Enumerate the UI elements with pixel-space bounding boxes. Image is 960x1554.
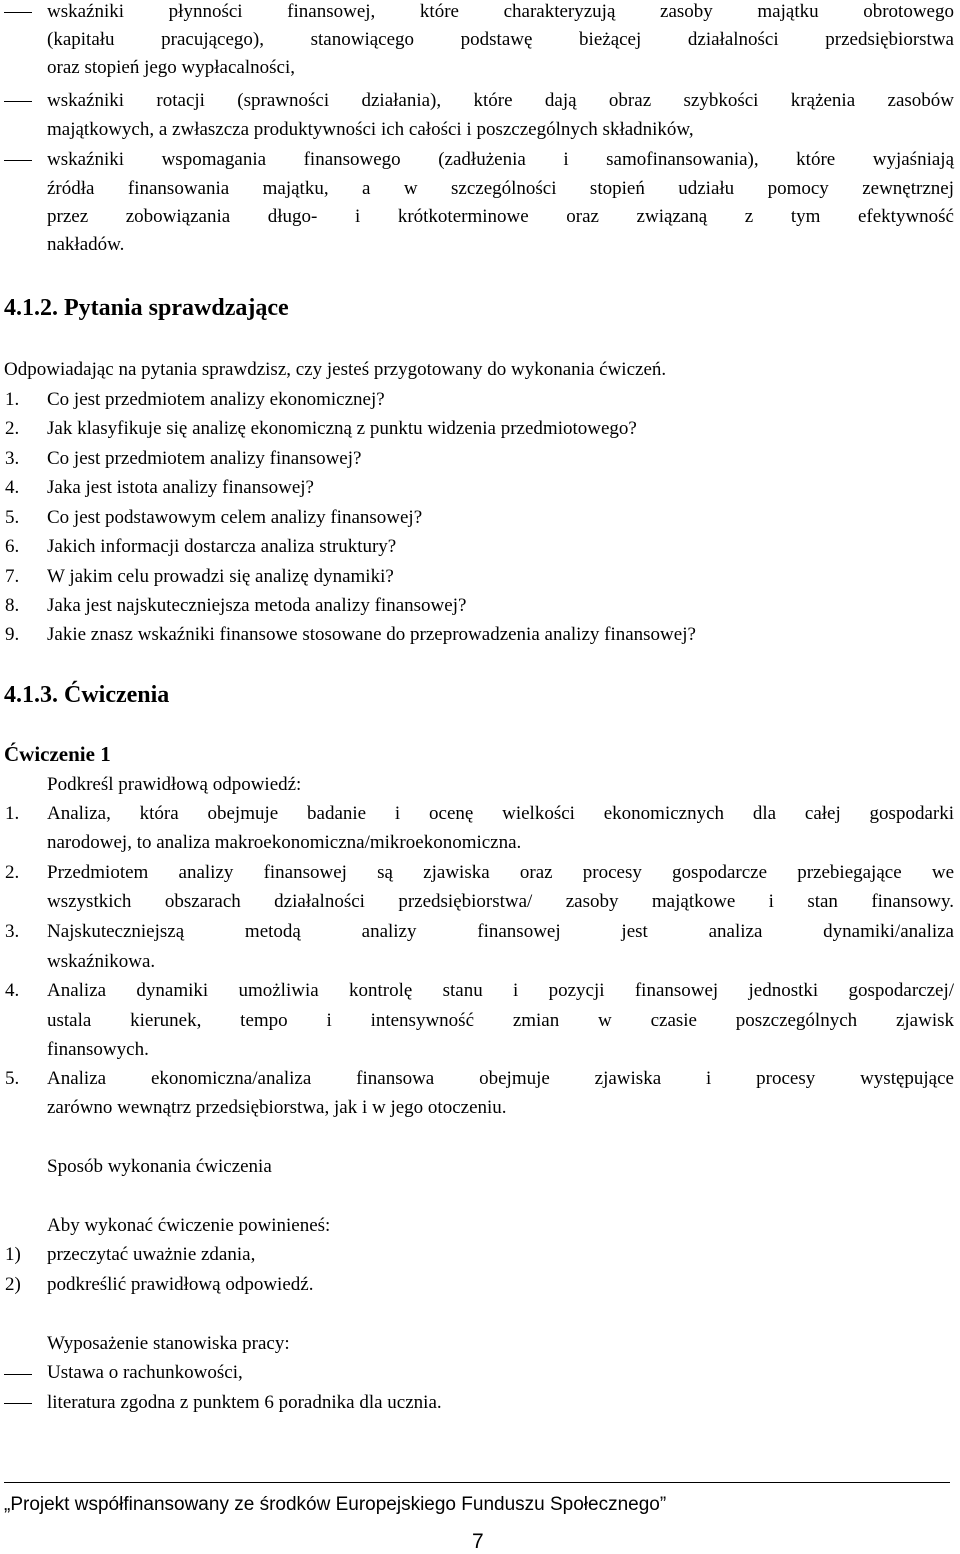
item-number: 4. — [5, 980, 20, 1001]
section-heading-exercises: 4.1.3. Ćwiczenia — [4, 682, 170, 708]
dash-marker — [4, 160, 32, 161]
footer-divider — [4, 1482, 950, 1483]
question-number: 8. — [5, 595, 20, 616]
question-number: 2. — [5, 418, 20, 439]
item-line: wskaźnikowa. — [47, 951, 156, 972]
step-number: 1) — [5, 1244, 21, 1265]
question-number: 5. — [5, 507, 20, 528]
question-text: Co jest przedmiotem analizy ekonomicznej? — [47, 389, 385, 410]
question-text: Jakie znasz wskaźniki finansowe stosowane do przeprowadzenia analizy finansowej? — [47, 624, 696, 645]
bullet-line: wskaźniki wspomagania finansowego (zadłużenia i samofinansowania), które wyjaśniają — [47, 149, 954, 170]
item-line: finansowych. — [47, 1039, 149, 1060]
question-text: Co jest podstawowym celem analizy finansowej? — [47, 507, 423, 528]
page-number: 7 — [472, 1530, 484, 1553]
exercise-title: Ćwiczenie 1 — [4, 742, 111, 766]
item-line: Analiza, która obejmuje badanie i ocenę wielkości ekonomicznych dla całej gospodarki — [47, 803, 954, 824]
equipment-item: literatura zgodna z punktem 6 poradnika dla ucznia. — [47, 1392, 442, 1413]
bullet-line: wskaźniki płynności finansowej, które charakteryzują zasoby majątku obrotowego — [47, 1, 954, 22]
footer-text: „Projekt współfinansowany ze środków Europejskiego Funduszu Społecznego” — [4, 1494, 667, 1515]
steps-intro: Aby wykonać ćwiczenie powinieneś: — [47, 1215, 331, 1236]
question-text: Co jest przedmiotem analizy finansowej? — [47, 448, 362, 469]
method-title: Sposób wykonania ćwiczenia — [47, 1156, 272, 1177]
question-number: 7. — [5, 566, 20, 587]
item-number: 3. — [5, 921, 20, 942]
question-number: 4. — [5, 477, 20, 498]
item-line: Przedmiotem analizy finansowej są zjawiska oraz procesy gospodarcze przebiegające we — [47, 862, 954, 883]
dash-marker — [4, 1374, 32, 1375]
question-text: Jaka jest najskuteczniejsza metoda analizy finansowej? — [47, 595, 467, 616]
exercise-instruction: Podkreśl prawidłową odpowiedź: — [47, 774, 302, 795]
question-text: Jakich informacji dostarcza analiza struktury? — [47, 536, 397, 557]
bullet-line: przez zobowiązania długo- i krótkoterminowe oraz związaną z tym efektywność — [47, 206, 954, 227]
question-text: W jakim celu prowadzi się analizę dynamiki? — [47, 566, 394, 587]
item-line: Analiza ekonomiczna/analiza finansowa obejmuje zjawiska i procesy występujące — [47, 1068, 954, 1089]
question-number: 3. — [5, 448, 20, 469]
bullet-line: majątkowych, a zwłaszcza produktywności ich całości i poszczególnych składników, — [47, 119, 694, 140]
item-number: 1. — [5, 803, 20, 824]
question-number: 6. — [5, 536, 20, 557]
item-number: 5. — [5, 1068, 20, 1089]
dash-marker — [4, 1403, 32, 1404]
step-text: podkreślić prawidłową odpowiedź. — [47, 1274, 314, 1295]
bullet-line: (kapitału pracującego), stanowiącego podstawę bieżącej działalności przedsiębiorstwa — [47, 29, 954, 50]
item-line: narodowej, to analiza makroekonomiczna/mikroekonomiczna. — [47, 832, 522, 853]
question-number: 9. — [5, 624, 20, 645]
question-text: Jaka jest istota analizy finansowej? — [47, 477, 314, 498]
item-line: zarówno wewnątrz przedsiębiorstwa, jak i w jego otoczeniu. — [47, 1097, 507, 1118]
equipment-title: Wyposażenie stanowiska pracy: — [47, 1333, 290, 1354]
bullet-line: wskaźniki rotacji (sprawności działania), które dają obraz szybkości krążenia zasobów — [47, 90, 954, 111]
questions-intro: Odpowiadając na pytania sprawdzisz, czy jesteś przygotowany do wykonania ćwiczeń. — [4, 359, 667, 380]
item-line: ustala kierunek, tempo i intensywność zmian w czasie poszczególnych zjawisk — [47, 1010, 954, 1031]
section-heading-questions: 4.1.2. Pytania sprawdzające — [4, 295, 289, 321]
equipment-item: Ustawa o rachunkowości, — [47, 1362, 243, 1383]
step-number: 2) — [5, 1274, 21, 1295]
item-line: Analiza dynamiki umożliwia kontrolę stanu i pozycji finansowej jednostki gospodarczej/ — [47, 980, 954, 1001]
item-line: wszystkich obszarach działalności przedsiębiorstwa/ zasoby majątkowe i stan finansowy. — [47, 891, 954, 912]
bullet-line: nakładów. — [47, 234, 125, 255]
dash-marker — [4, 12, 32, 13]
bullet-line: oraz stopień jego wypłacalności, — [47, 57, 295, 78]
dash-marker — [4, 101, 32, 102]
step-text: przeczytać uważnie zdania, — [47, 1244, 256, 1265]
question-number: 1. — [5, 389, 20, 410]
bullet-line: źródła finansowania majątku, a w szczególności stopień udziału pomocy zewnętrznej — [47, 178, 954, 199]
item-line: Najskuteczniejszą metodą analizy finansowej jest analiza dynamiki/analiza — [47, 921, 954, 942]
item-number: 2. — [5, 862, 20, 883]
question-text: Jak klasyfikuje się analizę ekonomiczną z punktu widzenia przedmiotowego? — [47, 418, 637, 439]
